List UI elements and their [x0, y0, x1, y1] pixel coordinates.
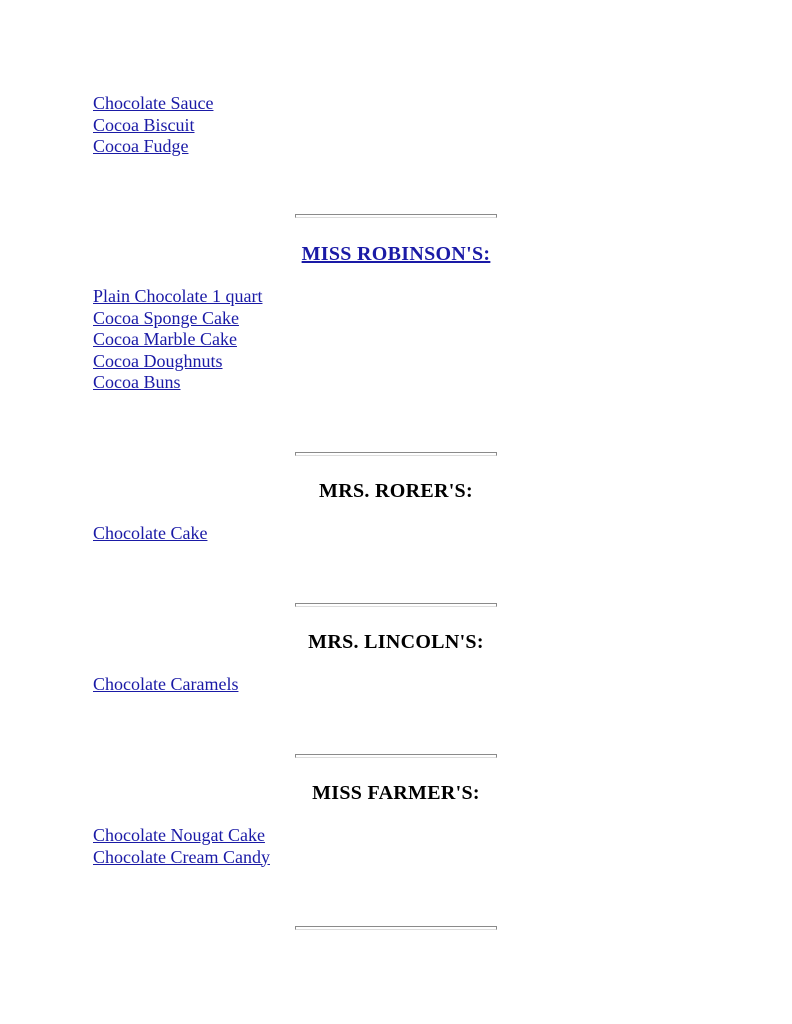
recipe-link-chocolate-caramels[interactable]: Chocolate Caramels	[93, 674, 239, 694]
heading-text-mrs-lincoln: MRS. LINCOLN'S:	[308, 631, 484, 653]
recipe-link-cocoa-doughnuts[interactable]: Cocoa Doughnuts	[93, 350, 223, 371]
recipe-link-chocolate-cream-candy[interactable]: Chocolate Cream Candy	[93, 846, 270, 867]
recipe-link-chocolate-nougat-cake[interactable]: Chocolate Nougat Cake	[93, 825, 265, 845]
heading-text-mrs-rorer: MRS. RORER'S:	[319, 480, 473, 502]
horizontal-rule-4	[295, 754, 497, 758]
section-heading-miss-farmer	[0, 781, 792, 805]
recipe-link-cocoa-sponge-cake[interactable]: Cocoa Sponge Cake	[93, 307, 239, 328]
recipe-link-cocoa-fudge[interactable]: Cocoa Fudge	[93, 136, 189, 156]
recipe-list-mrs-lincoln	[93, 674, 238, 696]
recipe-link-cocoa-marble-cake[interactable]: Cocoa Marble Cake	[93, 329, 237, 349]
heading-link-miss-robinson[interactable]: MISS ROBINSON'S:	[301, 243, 491, 265]
recipe-list-miss-farmer	[93, 825, 270, 868]
horizontal-rule-3	[295, 603, 497, 607]
recipe-link-plain-chocolate[interactable]: Plain Chocolate 1 quart	[93, 286, 263, 306]
recipe-link-chocolate-cake[interactable]: Chocolate Cake	[93, 523, 208, 543]
section-heading-mrs-rorer	[0, 479, 792, 503]
recipe-link-cocoa-buns[interactable]: Cocoa Buns	[93, 372, 181, 392]
recipe-list-top	[93, 93, 213, 158]
horizontal-rule-2	[295, 452, 497, 456]
heading-text-miss-farmer: MISS FARMER'S:	[312, 782, 480, 804]
section-heading-miss-robinson	[0, 242, 792, 266]
section-heading-mrs-lincoln	[0, 630, 792, 654]
recipe-list-miss-robinson	[93, 286, 262, 394]
recipe-link-cocoa-biscuit[interactable]: Cocoa Biscuit	[93, 114, 195, 135]
horizontal-rule-5	[295, 926, 497, 930]
horizontal-rule-1	[295, 214, 497, 218]
recipe-link-chocolate-sauce[interactable]: Chocolate Sauce	[93, 93, 214, 113]
recipe-list-mrs-rorer	[93, 523, 207, 545]
